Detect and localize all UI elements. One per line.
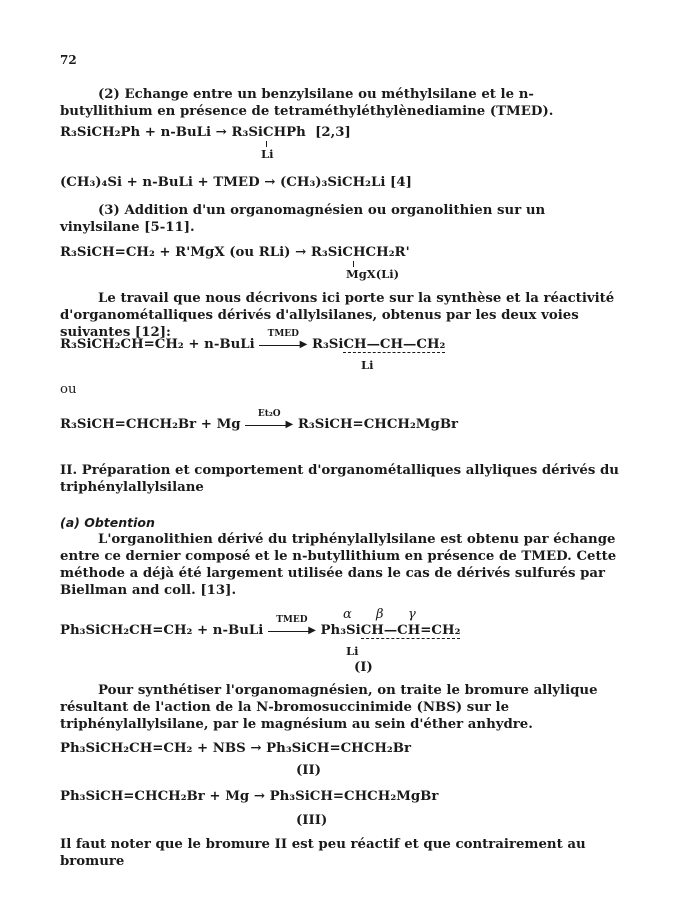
paragraph-magnesien: Pour synthétiser l'organomagnésien, on traite le bromure allylique résultant de l'action de la N-bromosuccinimide (NBS) sur le triphénylallylsilane, par le magnésium au sein d'éther anhydre.: [60, 683, 598, 732]
reaction-arrow: Et₂O ▶: [245, 419, 293, 431]
greek-gamma: γ: [408, 607, 416, 622]
equation-product: Ph₃Si: [320, 623, 361, 638]
paragraph-exchange: (2) Echange entre un benzylsilane ou méthylsilane et le n-butyllithium en présence de tetraméthyléthylènediamine (TMED).: [60, 87, 554, 119]
equation-product-dashed: CH—CH—CH₂: [343, 337, 446, 352]
equation-text: R₃SiCH₂Ph + n-BuLi → R₃SiCHPh: [60, 125, 306, 140]
compound-label-I: (I): [354, 660, 373, 675]
equation-triphenyl-lithium: [60, 614, 461, 639]
equation-product-dashed: CH—CH=CH₂: [360, 623, 461, 638]
equation-reactants: R₃SiCH₂CH=CH₂ + n-BuLi: [60, 337, 255, 352]
arrow-condition: Et₂O: [257, 408, 281, 419]
subsection-heading: (a) Obtention: [60, 515, 155, 530]
paragraph-last: Il faut noter que le bromure II est peu réactif et que contrairement au bromure: [60, 837, 586, 869]
equation-reactants: R₃SiCH=CHCH₂Br + Mg: [60, 417, 241, 432]
equation-allylsilane-lithium: [60, 328, 446, 353]
equation-nbs-bromination: Ph₃SiCH₂CH=CH₂ + NBS → Ph₃SiCH=CHCH₂Br: [60, 741, 411, 756]
equation-substituent: Li: [361, 358, 374, 372]
equation-vinylsilane: R₃SiCH=CH₂ + R'MgX (ou RLi) → R₃SiCHCH₂R': [60, 245, 410, 260]
equation-ref: [2,3]: [315, 125, 351, 140]
equation-allylsilane-magnesium: [60, 408, 459, 433]
equation-product: R₃SiCH=CHCH₂MgBr: [297, 417, 459, 432]
paragraph-addition: (3) Addition d'un organomagnésien ou organolithien sur un vinylsilane [5-11].: [60, 203, 546, 235]
paragraph-work: Le travail que nous décrivons ici porte sur la synthèse et la réactivité d'organométalliques dérivés d'allylsilanes, obtenus par les deux voies suivantes [12]:: [60, 291, 615, 340]
conjunction-ou: ou: [60, 382, 77, 397]
section-heading: II. Préparation et comportement d'organométalliques allyliques dérivés du triphénylallylsilane: [60, 463, 619, 495]
compound-label-III: (III): [296, 813, 328, 828]
greek-alpha: α: [343, 607, 352, 622]
equation-product: R₃Si: [311, 337, 344, 352]
arrow-condition: TMED: [276, 614, 308, 625]
page-number: 72: [60, 53, 77, 67]
reaction-arrow: TMED ▶: [259, 339, 307, 351]
equation-reactants: Ph₃SiCH₂CH=CH₂ + n-BuLi: [60, 623, 264, 638]
equation-substituent: Li: [261, 147, 274, 161]
compound-label-II: (II): [296, 763, 322, 778]
reaction-arrow: TMED ▶: [268, 625, 316, 637]
arrow-condition: TMED: [267, 328, 299, 339]
equation-substituent: Li: [346, 644, 359, 658]
equation-grignard-formation: Ph₃SiCH=CHCH₂Br + Mg → Ph₃SiCH=CHCH₂MgBr: [60, 789, 439, 804]
equation-benzylsilane: [60, 124, 351, 141]
equation-substituent: MgX(Li): [346, 267, 400, 281]
paragraph-obtention: L'organolithien dérivé du triphénylallylsilane est obtenu par échange entre ce dernier composé et le n-butyllithium en présence de TMED. Cette méthode a déjà été largement utilisée dans le cas de dérivés sulfurés par Biellman and coll. [13].: [60, 532, 617, 598]
greek-beta: β: [376, 607, 384, 622]
equation-methylsilane: (CH₃)₄Si + n-BuLi + TMED → (CH₃)₃SiCH₂Li [4]: [60, 175, 412, 190]
